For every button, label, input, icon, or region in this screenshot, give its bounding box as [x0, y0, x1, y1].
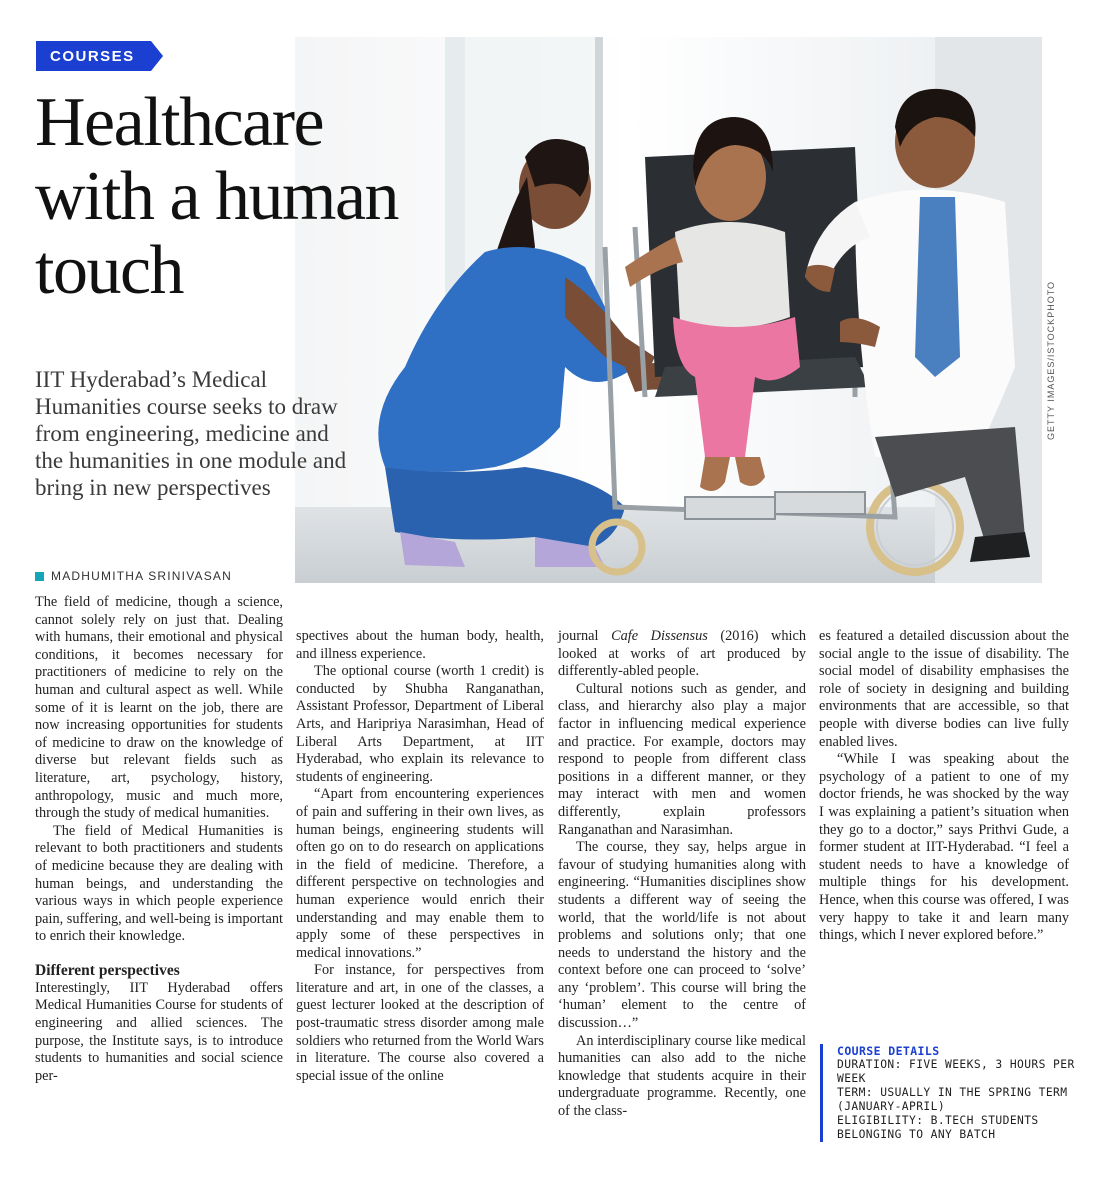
article-column-3	[558, 628, 806, 1121]
headline-line-3: touch	[35, 232, 184, 309]
paragraph: “While I was speaking about the psychology of a patient to one of my doctor friends, he was shocked by the way I was explaining a patient’s situation when they go to a doctor,” says Prithvi Gude, a former student at IIT-Hyderabad. “I feel a student needs to have a knowledge of multiple things for his development. Hence, when this course was offered, I was very happy to take it and learn many things, which I never explored before.”	[819, 751, 1069, 944]
section-tag-label: COURSES	[36, 41, 151, 71]
section-tag-arrow	[151, 41, 163, 71]
article-column-2	[296, 628, 544, 1085]
course-eligibility: ELIGIBILITY: B.TECH STUDENTS BELONGING TO ANY BATCH	[837, 1114, 1039, 1141]
course-term: TERM: USUALLY IN THE SPRING TERM (JANUARY-APRIL)	[837, 1086, 1068, 1113]
course-details-box	[820, 1044, 1079, 1142]
paragraph: The field of Medical Humanities is relevant to both practitioners and students of medicine because they are dealing with human beings, and understanding the various ways in which people experience pain, suffering, and well-being is important to enrich their knowledge.	[35, 822, 283, 945]
paragraph: spectives about the human body, health, and illness experience.	[296, 628, 544, 662]
course-duration: DURATION: FIVE WEEKS, 3 HOURS PER WEEK	[837, 1058, 1075, 1085]
byline-marker-icon	[35, 572, 44, 581]
article-column-4	[819, 628, 1069, 945]
paragraph: Interestingly, IIT Hyderabad offers Medical Humanities Course for students of engineering and allied sciences. The purpose, the Institute says, is to introduce students to humanities and social science per-	[35, 979, 283, 1084]
paragraph: “Apart from encountering experiences of pain and suffering in their own lives, as human beings, engineering students will often go on to do research on applications in the field of medicine. Therefore, a different perspective on technologies and human experience would enrich their understanding and may enable them to apply some of these perspectives in medical innovations.”	[296, 786, 544, 961]
text-run: journal	[558, 628, 612, 644]
headline-line-1: Healthcare	[35, 84, 324, 161]
section-tag	[36, 41, 163, 71]
text-run: (2016) which looked at works of art produced by differently-abled people.	[558, 628, 806, 680]
photo-credit: GETTY IMAGES/ISTOCKPHOTO	[1046, 280, 1056, 440]
course-details-title: COURSE DETAILS	[837, 1044, 940, 1058]
subhead-different-perspectives: Different perspectives	[35, 961, 180, 979]
paragraph: An interdisciplinary course like medical humanities can also add to the niche knowledge that students acquire in their undergraduate programme. Recently, one of the class-	[558, 1032, 806, 1120]
paragraph: Cultural notions such as gender, and class, and hierarchy also play a major factor in influencing medical experience and practice. For example, doctors may respond to people from different class positions in a different manner, or they may interact with men and women differently, explain professors Ranganathan and Narasimhan.	[558, 680, 806, 838]
paragraph: The field of medicine, though a science, cannot solely rely on just that. Dealing with humans, their emotional and physical conditions, it becomes necessary for practitioners of medicine to rely on the human and cultural aspect as well. While some of it is learnt on the job, there are now increasing opportunities for students of medicine to draw on the knowledge of diverse but relevant fields such as literature, art, psychology, history, anthropology, music and much more, through the study of medical humanities.	[35, 594, 283, 822]
paragraph	[558, 628, 806, 681]
byline-author: MADHUMITHA SRINIVASAN	[51, 569, 232, 583]
headline	[35, 86, 555, 308]
paragraph: The optional course (worth 1 credit) is conducted by Shubha Ranganathan, Assistant Professor, Department of Liberal Arts, and Haripriya Narasimhan, Head of Liberal Arts Department, at IIT Hyderabad, who explain its relevance to students of engineering.	[296, 663, 544, 785]
paragraph: es featured a detailed discussion about the social angle to the issue of disability. The social model of disability emphasises the role of society in designing and building environments that are accessible, so that people with diverse bodies can live fully enabled lives.	[819, 628, 1069, 750]
byline	[35, 569, 232, 583]
deck-standfirst: IIT Hyderabad’s Medical Humanities course seeks to draw from engineering, medicine and the humanities in one module and bring in new perspectives	[35, 367, 347, 500]
headline-line-2: with a human	[35, 158, 399, 235]
article-column-1	[35, 594, 283, 1085]
paragraph: The course, they say, helps argue in favour of studying humanities along with engineering. “Humanities disciplines show students a different way of seeing the world, that the world/life is not about problems and solutions only; that one needs to understand the history and the context before one can proceed to ‘solve’ any ‘problem’. This course will bring the ‘human’ element to the centre of discussion…”	[558, 839, 806, 1032]
journal-title: Cafe Dissensus	[611, 628, 708, 644]
paragraph: For instance, for perspectives from literature and art, in one of the classes, a guest lecturer looked at the description of post-traumatic stress disorder among male soldiers who returned from the World Wars in literature. The course also covered a special issue of the online	[296, 962, 544, 1084]
